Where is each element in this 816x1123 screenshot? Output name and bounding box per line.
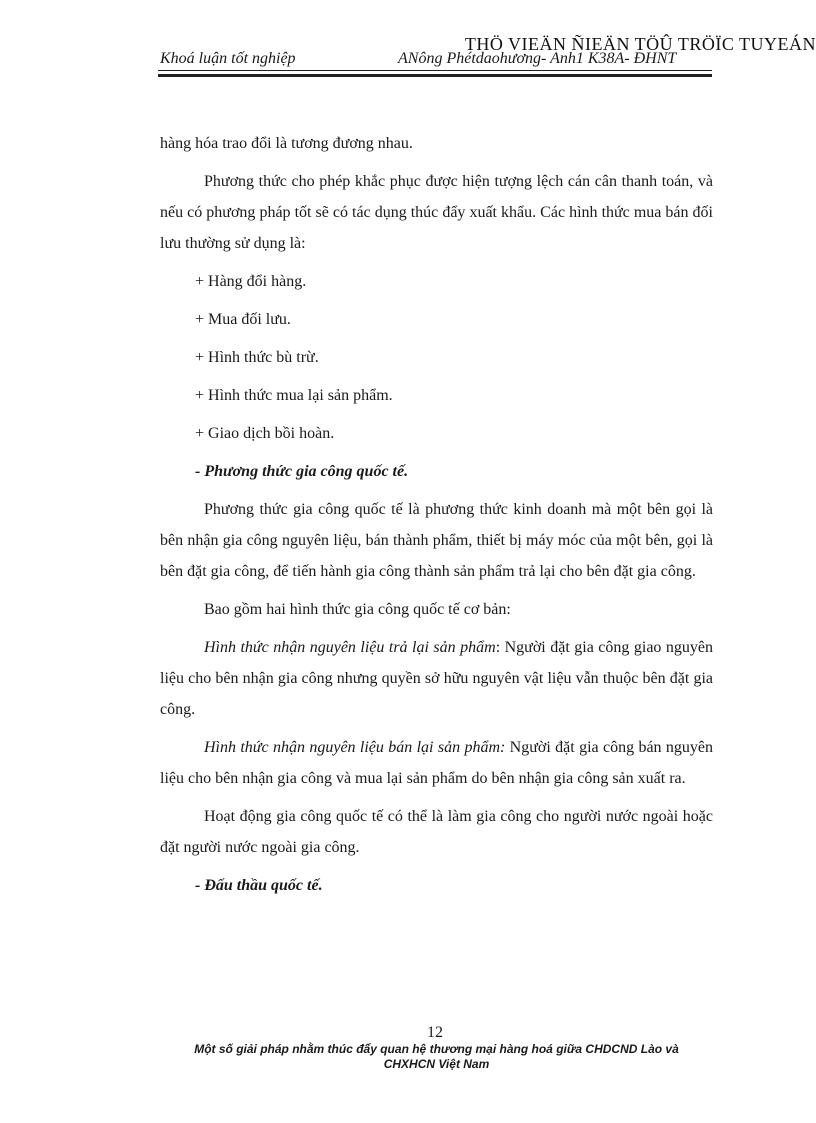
list-item: + Hàng đổi hàng. (195, 273, 307, 290)
page-body (160, 128, 713, 908)
list-item: + Mua đối lưu. (195, 311, 291, 328)
header-rule-thin (158, 70, 712, 71)
section-heading-bidding: - Đấu thầu quốc tế. (195, 877, 323, 894)
header-rule-thick (158, 74, 712, 77)
list-item: + Hình thức bù trừ. (195, 349, 319, 366)
header-author: ANông Phétdaohương- Anh1 K38A- ĐHNT (398, 50, 677, 67)
header-left: Khoá luận tốt nghiệp (160, 50, 296, 67)
paragraph-2: Phương thức cho phép khắc phục được hiện tượng lệch cán cân thanh toán, và nếu có phương pháp tốt sẽ có tác dụng thúc đẩy xuất khẩu. Các hình thức mua bán đối lưu thường sử dụng là: (160, 173, 713, 252)
paragraph-7: Hoạt động gia công quốc tế có thể là làm gia công cho người nước ngoài hoặc đặt người nước ngoài gia công. (160, 808, 713, 856)
paragraph-1: hàng hóa trao đổi là tương đương nhau. (160, 135, 413, 152)
paragraph-6-text: Người đặt gia công bán nguyên liệu cho bên nhận gia công và mua lại sản phẩm do bên nhận gia công sản xuất ra. (160, 739, 714, 787)
watermark: THÖ VIEÄN ÑIEÄN TÖÛ TRÖÏC TUYEÁN (464, 34, 816, 54)
footer-title (160, 1042, 713, 1072)
list-item: + Hình thức mua lại sản phẩm. (195, 387, 393, 404)
paragraph-4: Bao gồm hai hình thức gia công quốc tế cơ bản: (204, 601, 511, 618)
term-return-product: Hình thức nhận nguyên liệu trả lại sản phẩm (204, 639, 496, 656)
paragraph-5-text: : Người đặt gia công giao nguyên liệu cho bên nhận gia công nhưng quyền sở hữu nguyên vật liệu vẫn thuộc bên đặt gia công. (160, 639, 714, 718)
paragraph-6 (160, 732, 713, 794)
section-heading-processing: - Phương thức gia công quốc tế. (195, 463, 409, 480)
paragraph-3: Phương thức gia công quốc tế là phương thức kinh doanh mà một bên gọi là bên nhận gia công nguyên liệu, bán thành phẩm, thiết bị máy móc của một bên, gọi là bên đặt gia công, để tiến hành gia công thành sản phẩm trả lại cho bên đặt gia công. (160, 501, 713, 580)
page-number: 12 (427, 1024, 443, 1041)
footer-title-line-1: Một số giải pháp nhằm thúc đẩy quan hệ thương mại hàng hoá giữa CHDCND Lào và (194, 1042, 679, 1056)
paragraph-5 (160, 632, 713, 725)
term-sell-product: Hình thức nhận nguyên liệu bán lại sản phẩm: (204, 739, 506, 756)
list-item: + Giao dịch bồi hoàn. (195, 425, 335, 442)
footer-title-line-2: CHXHCN Việt Nam (383, 1057, 490, 1071)
